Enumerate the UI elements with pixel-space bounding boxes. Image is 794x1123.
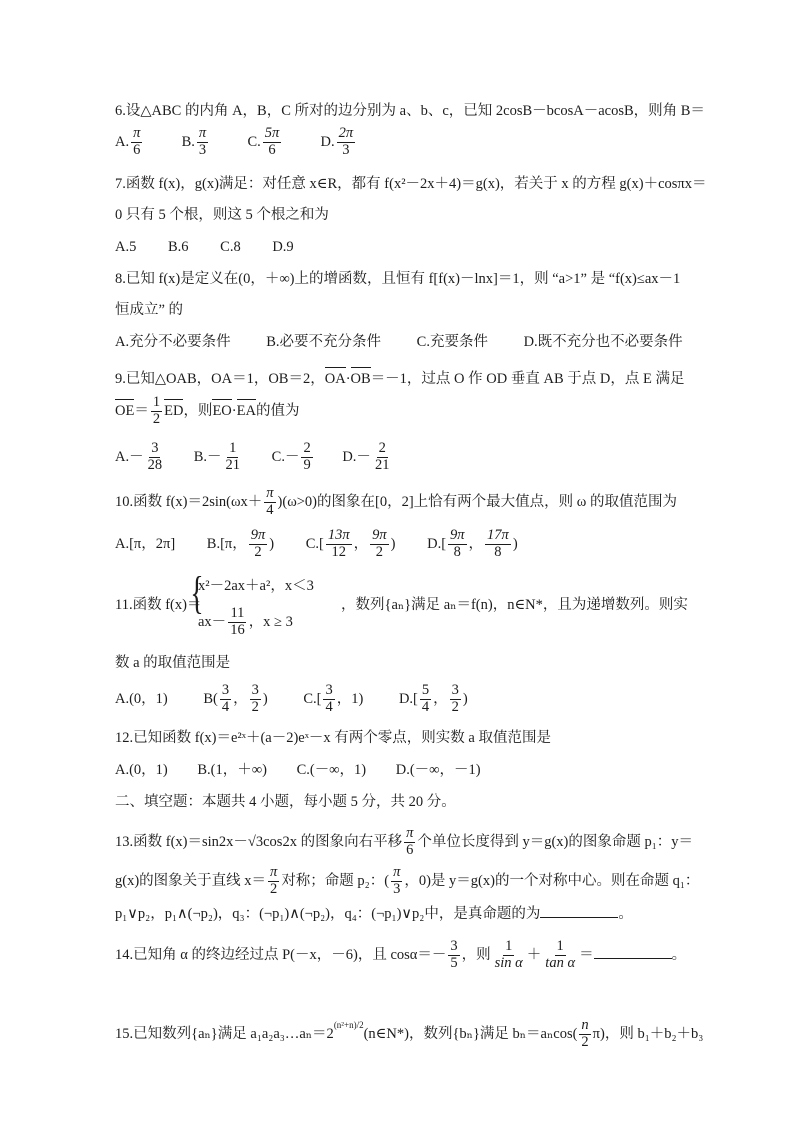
q8-line2: 恒成立” 的 (115, 302, 184, 318)
vector-oa: OA (324, 371, 346, 387)
q11-case-1: x²－2ax＋a²，x＜3 (198, 578, 314, 594)
q6-option-a: A. $\frac{\pi}{6}$ (115, 125, 141, 158)
q7-option-c: C.8 (220, 239, 241, 255)
q12-option-b: B.(1，＋∞) (197, 762, 267, 778)
q6-stem: 6.设△ABC 的内角 A，B，C 所对的边分别为 a、b、c，已知 2cosB－bcosA－acosB，则角 B＝ (115, 103, 705, 119)
q8-option-c: C.充要条件 (416, 334, 488, 350)
q9-options (115, 441, 393, 474)
q13-line3: p₁∨p₂，p₁∧(¬p₂)，q₃：(¬p₁)∧(¬p₂)，q₄：(¬p₁)∨p₂中，是真命题的为 。 (115, 906, 633, 922)
q6-option-b: B. $\frac{\pi}{3}$ (181, 125, 207, 158)
q9-option-c: C.－ $\frac{2}{9}$ (271, 440, 311, 473)
section-heading: 二、填空题：本题共 4 小题，每小题 5 分，共 20 分。 (115, 794, 456, 810)
q6-option-d: D. $\frac{2\pi}{3}$ (320, 125, 354, 158)
q12-option-a: A.(0，1) (115, 762, 168, 778)
q13-line1: 13.函数 f(x)＝sin2x－√3cos2x 的图象向右平移 $\frac{\pi}{6}$ 个单位长度得到 y＝g(x)的图象命题 p₁：y＝ (115, 825, 694, 858)
q10-stem: 10.函数 f(x)＝2sin(ωx＋ $\frac{\pi}{4}$ )(ω>0)的图象在[0，2]上恰有两个最大值点，则 ω 的取值范围为 (115, 485, 677, 518)
vector-ob: OB (350, 371, 371, 387)
q12-option-d: D.(－∞，－1) (395, 762, 481, 778)
q9-option-a: A.－ $\frac{3}{28}$ (115, 440, 163, 473)
q8-option-d: D.既不充分也不必要条件 (523, 334, 683, 350)
exponent: (n²+n)/2 (333, 1019, 364, 1030)
q7-line2: 0 只有 5 个根，则这 5 个根之和为 (115, 207, 329, 223)
q11-option-d: D.[ $\frac{5}{4}$ ， $\frac{3}{2}$ ) (398, 682, 468, 715)
q11-options (115, 683, 468, 716)
q7-options (115, 239, 294, 256)
q10-options (115, 528, 518, 561)
q9-line1: 9.已知△OAB，OA＝1，OB＝2，OA·OB＝－1，过点 O 作 OD 垂直 AB 于点 D，点 E 满足 (115, 371, 685, 387)
q11-option-b: B( $\frac{3}{4}$ ， $\frac{3}{2}$ ) (203, 682, 268, 715)
vector-oe: OE (115, 402, 135, 419)
q8-line1: 8.已知 f(x)是定义在(0，＋∞)上的增函数，且恒有 f[f(x)－lnx]＝1，则 “a>1” 是 “f(x)≤ax－1 (115, 271, 681, 287)
q10-option-a: A.[π，2π] (115, 535, 176, 552)
q9-option-d: D.－ $\frac{2}{21}$ (342, 440, 390, 473)
q7-option-b: B.6 (167, 239, 189, 255)
q9-line2: OE＝ $\frac{1}{2}$ ED，则EO·EA的值为 (115, 394, 300, 427)
q11-line2: 数 a 的取值范围是 (115, 655, 231, 671)
q11-case-2: ax－ $\frac{11}{16}$ ，x ≥ 3 (198, 605, 293, 638)
q12-stem: 12.已知函数 f(x)＝e²ˣ＋(a－2)eˣ－x 有两个零点，则实数 a 取值范围是 (115, 730, 551, 746)
q7-option-a: A.5 (115, 239, 137, 255)
q7-line1: 7.函数 f(x)，g(x)满足：对任意 x∈R，都有 f(x²－2x＋4)＝g(x)，若关于 x 的方程 g(x)＋cosπx＝ (115, 176, 707, 192)
q8-options (115, 334, 683, 351)
vector-eo: EO (212, 402, 232, 419)
q8-option-a: A.充分不必要条件 (115, 334, 231, 350)
q7-option-d: D.9 (272, 239, 294, 255)
q10-option-c: C.[ $\frac{13\pi}{12}$ ， $\frac{9\pi}{2}$ ) (305, 527, 396, 560)
q13-line2: g(x)的图象关于直线 x＝ $\frac{\pi}{2}$ 对称；命题 p₂：( $\frac{\pi}{3}$ ，0)是 y＝g(x)的一个对称中心。则在命题 q₁： (115, 864, 700, 897)
q10-option-d: D.[ $\frac{9\pi}{8}$ ， $\frac{17\pi}{8}$ ) (427, 527, 518, 560)
q12-options (115, 762, 481, 779)
q15-stem: 15.已知数列{aₙ}满足 $a_1a_2a_3\dots a_n=2^{(n^2+n)/2}(n\in N*)$，数列{bₙ}满足 bₙ＝aₙcos( $\frac{n}{2}$ π)，则 b₁＋b₂＋b₃ (115, 1017, 704, 1050)
q11-option-c: C.[ $\frac{3}{4}$ ，1) (303, 682, 364, 715)
answer-blank (594, 958, 672, 959)
vector-ed: ED (164, 402, 184, 419)
q8-option-b: B.必要不充分条件 (266, 334, 382, 350)
q6-option-c: C. $\frac{5\pi}{6}$ (247, 125, 280, 158)
q11-label: 11.函数 f(x)＝ (115, 597, 202, 613)
piecewise-brace: { (190, 567, 204, 618)
q12-option-c: C.(－∞，1) (296, 762, 367, 778)
q14-stem: 14.已知角 α 的终边经过点 P(－x，－6)，且 cosα＝－ $\frac{3}{5}$ ，则 $\frac{1}{\text{sin α}}$ ＋ $\frac{1}{\text{tan α}}$ ＝ 。 (115, 938, 687, 971)
vector-ea: EA (236, 402, 256, 419)
q11-option-a: A.(0，1) (115, 690, 168, 707)
q9-option-b: B.－ $\frac{1}{21}$ (193, 440, 241, 473)
answer-blank (540, 917, 618, 918)
q11-stem-tail: ，数列{aₙ}满足 aₙ＝f(n)，n∈N*，且为递增数列。则实 (341, 597, 688, 613)
q6-options (115, 126, 357, 159)
q10-option-b: B.[π， $\frac{9\pi}{2}$ ) (206, 527, 275, 560)
